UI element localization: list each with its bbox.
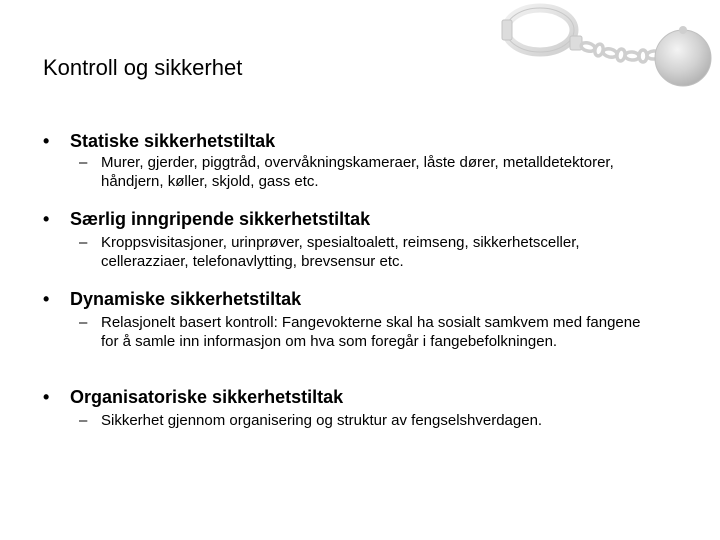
sub-bullet-marker: – — [79, 412, 88, 429]
bullet-heading: Organisatoriske sikkerhetstiltak — [70, 387, 344, 407]
sub-bullet-marker: – — [79, 314, 88, 331]
sub-bullet-text: Relasjonelt basert kontroll: Fangevokterne skal ha sosialt samkvem med fangene for å samle inn informasjon om hva som foregår i fangebefolkningen. — [101, 314, 641, 350]
bullet-heading: Særlig inngripende sikkerhetstiltak — [70, 209, 371, 229]
slide-title: Kontroll og sikkerhet — [43, 55, 243, 80]
bullet-marker: • — [43, 387, 50, 407]
sub-bullet-text: Sikkerhet gjennom organisering og struktur av fengselshverdagen. — [101, 412, 543, 429]
sub-bullet-marker: – — [79, 234, 88, 251]
sub-bullet-marker: – — [79, 154, 88, 171]
bullet-heading: Statiske sikkerhetstiltak — [70, 131, 276, 151]
sub-bullet-text: Kroppsvisitasjoner, urinprøver, spesialtoalett, reimseng, sikkerhetsceller, cellerazziaer, telefonavlytting, brevsensur etc. — [101, 234, 580, 270]
bullet-marker: • — [43, 209, 50, 229]
bullet-marker: • — [43, 289, 50, 309]
ball-and-chain-icon — [490, 0, 720, 110]
sub-bullet-text: Murer, gjerder, piggtråd, overvåkningskameraer, låste dører, metalldetektorer, håndjern, køller, skjold, gass etc. — [101, 154, 614, 190]
bullet-heading: Dynamiske sikkerhetstiltak — [70, 289, 302, 309]
bullet-marker: • — [43, 131, 50, 151]
